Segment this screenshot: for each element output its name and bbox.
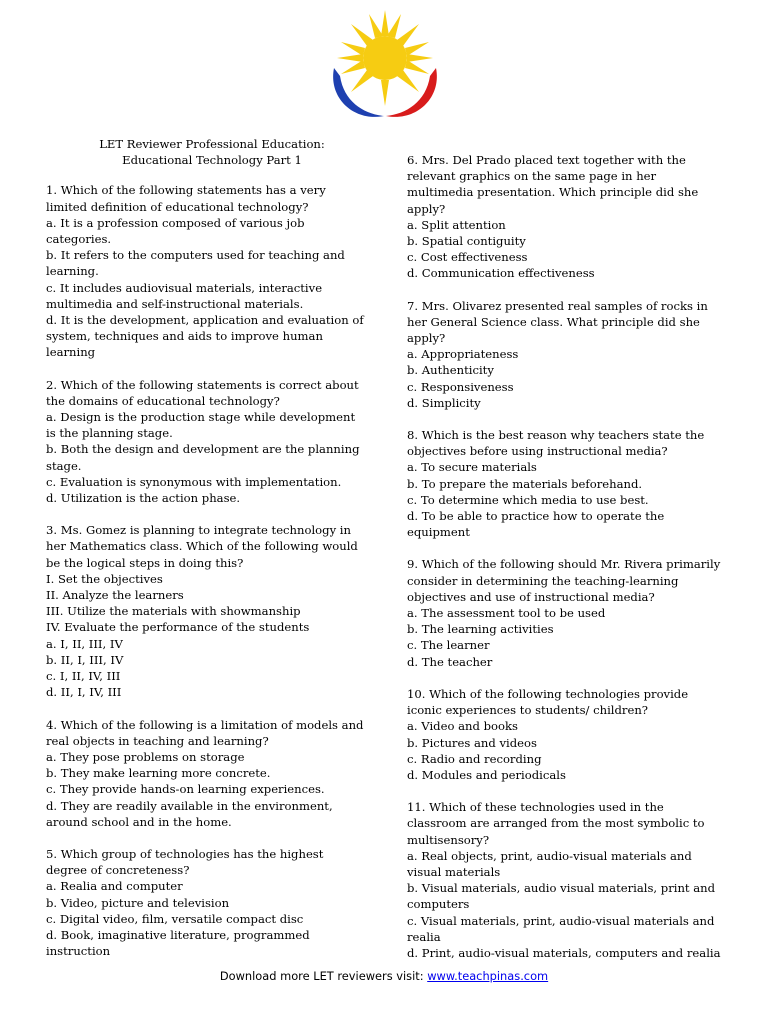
answer-option: c. I, II, IV, III bbox=[46, 669, 121, 684]
footer-text: Download more LET reviewers visit: bbox=[219, 969, 428, 983]
question-block bbox=[407, 152, 725, 282]
answer-option: d. Print, audio-visual materials, computers and realia bbox=[407, 945, 721, 960]
question-block bbox=[407, 427, 725, 540]
question-stem: 7. Mrs. Olivarez presented real samples of rocks in her General Science class. What principle did she apply? bbox=[407, 298, 708, 346]
answer-option: d. The teacher bbox=[407, 654, 493, 669]
question-block bbox=[407, 556, 725, 669]
answer-option: c. Cost effectiveness bbox=[407, 250, 528, 265]
answer-option: d. II, I, IV, III bbox=[46, 685, 122, 700]
answer-option: a. Video and books bbox=[407, 719, 518, 734]
philippine-sun-logo-icon bbox=[326, 6, 444, 130]
answer-option: a. I, II, III, IV bbox=[46, 636, 123, 651]
answer-option: IV. Evaluate the performance of the students bbox=[46, 620, 310, 635]
title-line-2: Educational Technology Part 1 bbox=[122, 153, 302, 168]
svg-text:Tiyak: Tiyak bbox=[362, 95, 382, 103]
answer-option: III. Utilize the materials with showmanship bbox=[46, 604, 301, 619]
answer-option: c. Evaluation is synonymous with implementation. bbox=[46, 474, 342, 489]
answer-option: d. Modules and periodicals bbox=[407, 767, 566, 782]
question-block bbox=[46, 182, 368, 360]
answer-option: a. Design is the production stage while development is the planning stage. bbox=[46, 410, 356, 441]
question-stem: 1. Which of the following statements has a very limited definition of educational technology? bbox=[46, 183, 326, 214]
svg-text:Pasa: Pasa bbox=[394, 95, 411, 103]
answer-option: c. They provide hands-on learning experiences. bbox=[46, 782, 325, 797]
question-stem: 8. Which is the best reason why teachers state the objectives before using instructional media? bbox=[407, 428, 705, 459]
answer-option: a. To secure materials bbox=[407, 460, 537, 475]
footer-link[interactable]: www.teachpinas.com bbox=[427, 969, 549, 983]
answer-option: d. Utilization is the action phase. bbox=[46, 491, 241, 506]
answer-option: a. Appropriateness bbox=[407, 347, 519, 362]
answer-option: a. Split attention bbox=[407, 217, 506, 232]
question-stem: 3. Ms. Gomez is planning to integrate technology in her Mathematics class. Which of the following would be the logical steps in doing this? bbox=[46, 523, 358, 570]
question-stem: 11. Which of these technologies used in the classroom are arranged from the most symbolic to multisensory? bbox=[407, 800, 705, 847]
answer-option: c. Responsiveness bbox=[407, 379, 514, 394]
question-block bbox=[46, 717, 368, 830]
answer-option: b. Spatial contiguity bbox=[407, 234, 526, 249]
title-line-1: LET Reviewer Professional Education: bbox=[99, 137, 325, 151]
footer bbox=[0, 969, 768, 983]
sun-rays bbox=[337, 10, 433, 106]
answer-option: a. Realia and computer bbox=[46, 879, 183, 894]
question-block bbox=[407, 298, 725, 411]
answer-option: d. Book, imaginative literature, programmed instruction bbox=[46, 927, 310, 959]
answer-option: c. Radio and recording bbox=[407, 751, 542, 766]
answer-option: c. Digital video, film, versatile compact disc bbox=[46, 911, 304, 926]
answer-option: d. They are readily available in the environment, around school and in the home. bbox=[46, 798, 333, 829]
question-block bbox=[46, 846, 368, 959]
answer-option: d. Simplicity bbox=[407, 395, 481, 410]
answer-option: a. It is a profession composed of various job categories. bbox=[46, 215, 305, 247]
question-stem: 5. Which group of technologies has the highest degree of concreteness? bbox=[46, 846, 324, 878]
answer-option: I. Set the objectives bbox=[46, 571, 163, 586]
answer-option: b. To prepare the materials beforehand. bbox=[407, 476, 643, 491]
answer-option: d. It is the development, application and evaluation of system, techniques and aids to improve human learning bbox=[46, 313, 364, 360]
answer-option: b. II, I, III, IV bbox=[46, 652, 124, 667]
answer-option: c. It includes audiovisual materials, interactive multimedia and self-instructional materials. bbox=[46, 280, 323, 311]
answer-option: b. They make learning more concrete. bbox=[46, 766, 271, 781]
document-title bbox=[46, 136, 368, 168]
question-block bbox=[407, 686, 725, 783]
answer-option: II. Analyze the learners bbox=[46, 588, 184, 603]
answer-option: b. Video, picture and television bbox=[46, 895, 230, 910]
answer-option: b. Authenticity bbox=[407, 363, 494, 378]
answer-option: b. The learning activities bbox=[407, 622, 554, 637]
answer-option: d. Communication effectiveness bbox=[407, 266, 595, 281]
question-stem: 9. Which of the following should Mr. Rivera primarily consider in determining the teaching-learning objectives and use of instructional media? bbox=[407, 557, 721, 604]
right-column bbox=[407, 152, 725, 977]
answer-option: a. They pose problems on storage bbox=[46, 749, 245, 764]
answer-option: a. Real objects, print, audio-visual materials and visual materials bbox=[407, 848, 692, 879]
left-column bbox=[46, 136, 368, 975]
question-stem: 10. Which of the following technologies provide iconic experiences to students/ children? bbox=[407, 686, 689, 718]
question-stem: 4. Which of the following is a limitation of models and real objects in teaching and learning? bbox=[46, 717, 364, 748]
answer-option: b. Visual materials, audio visual materials, print and computers bbox=[407, 881, 716, 912]
answer-option: c. The learner bbox=[407, 638, 490, 653]
question-stem: 6. Mrs. Del Prado placed text together with the relevant graphics on the same page in her multimedia presentation. Which principle did she apply? bbox=[407, 153, 699, 216]
question-block bbox=[46, 377, 368, 507]
answer-option: b. Both the design and development are the planning stage. bbox=[46, 442, 360, 473]
question-stem: 2. Which of the following statements is correct about the domains of educational technology? bbox=[46, 377, 359, 408]
answer-option: c. Visual materials, print, audio-visual materials and realia bbox=[407, 913, 715, 944]
answer-option: b. It refers to the computers used for teaching and learning. bbox=[46, 248, 345, 279]
answer-option: a. The assessment tool to be used bbox=[407, 606, 606, 621]
answer-option: d. To be able to practice how to operate the equipment bbox=[407, 509, 665, 540]
question-block bbox=[407, 799, 725, 961]
answer-option: b. Pictures and videos bbox=[407, 735, 537, 750]
answer-option: c. To determine which media to use best. bbox=[407, 492, 649, 507]
question-block bbox=[46, 522, 368, 700]
